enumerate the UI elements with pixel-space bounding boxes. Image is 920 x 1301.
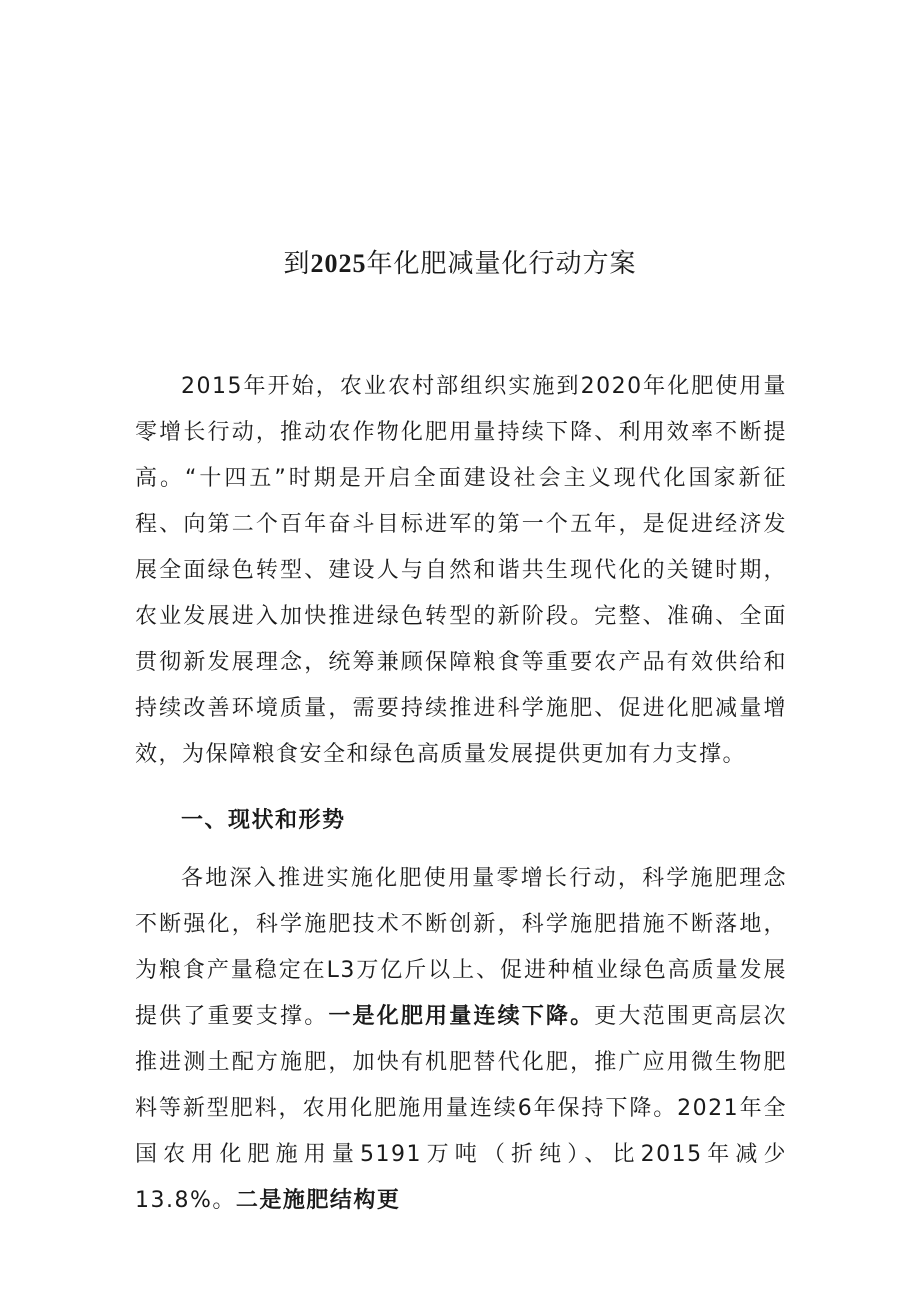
status-paragraph-text — [135, 856, 787, 1224]
document-title — [0, 244, 920, 284]
section-heading-status: 一、现状和形势 — [181, 808, 346, 833]
title-year: 2025 — [310, 249, 367, 278]
status-paragraph — [135, 856, 787, 1224]
title-rest: 年化肥减量化行动方案 — [366, 249, 637, 279]
status-point-one: 一是化肥用量连续下降。 — [328, 1004, 595, 1029]
status-point-two: 二是施肥结构更 — [235, 1188, 401, 1213]
intro-paragraph-text: 2015年开始，农业农村部组织实施到2020年化肥使用量零增长行动，推动农作物化肥用量持续下降、利用效率不断提高。“十四五”时期是开启全面建设社会主义现代化国家新征程、向第二个百年奋斗目标进军的第一个五年，是促进经济发展全面绿色转型、建设人与自然和谐共生现代化的关键时期，农业发展进入加快推进绿色转型的新阶段。完整、准确、全面贯彻新发展理念，统筹兼顾保障粮食等重要农产品有效供给和持续改善环境质量，需要持续推进科学施肥、促进化肥减量增效，为保障粮食安全和绿色高质量发展提供更加有力支撑。 — [135, 374, 787, 767]
status-text-part2: 更大范围更高层次推进测土配方施肥，加快有机肥替代化肥，推广应用微生物肥料等新型肥料，农用化肥施用量连续6年保持下降。2021年全国农用化肥施用量5191万吨（折纯）、比2015年减少13.8%。 — [135, 1004, 787, 1213]
title-prefix: 到 — [283, 249, 311, 279]
status-text-part1: 各地深入推进实施化肥使用量零增长行动，科学施肥理念不断强化，科学施肥技术不断创新，科学施肥措施不断落地，为粮食产量稳定在L3万亿斤以上、促进种植业绿色高质量发展提供了重要支撑。 — [135, 866, 787, 1029]
intro-paragraph — [135, 364, 787, 778]
